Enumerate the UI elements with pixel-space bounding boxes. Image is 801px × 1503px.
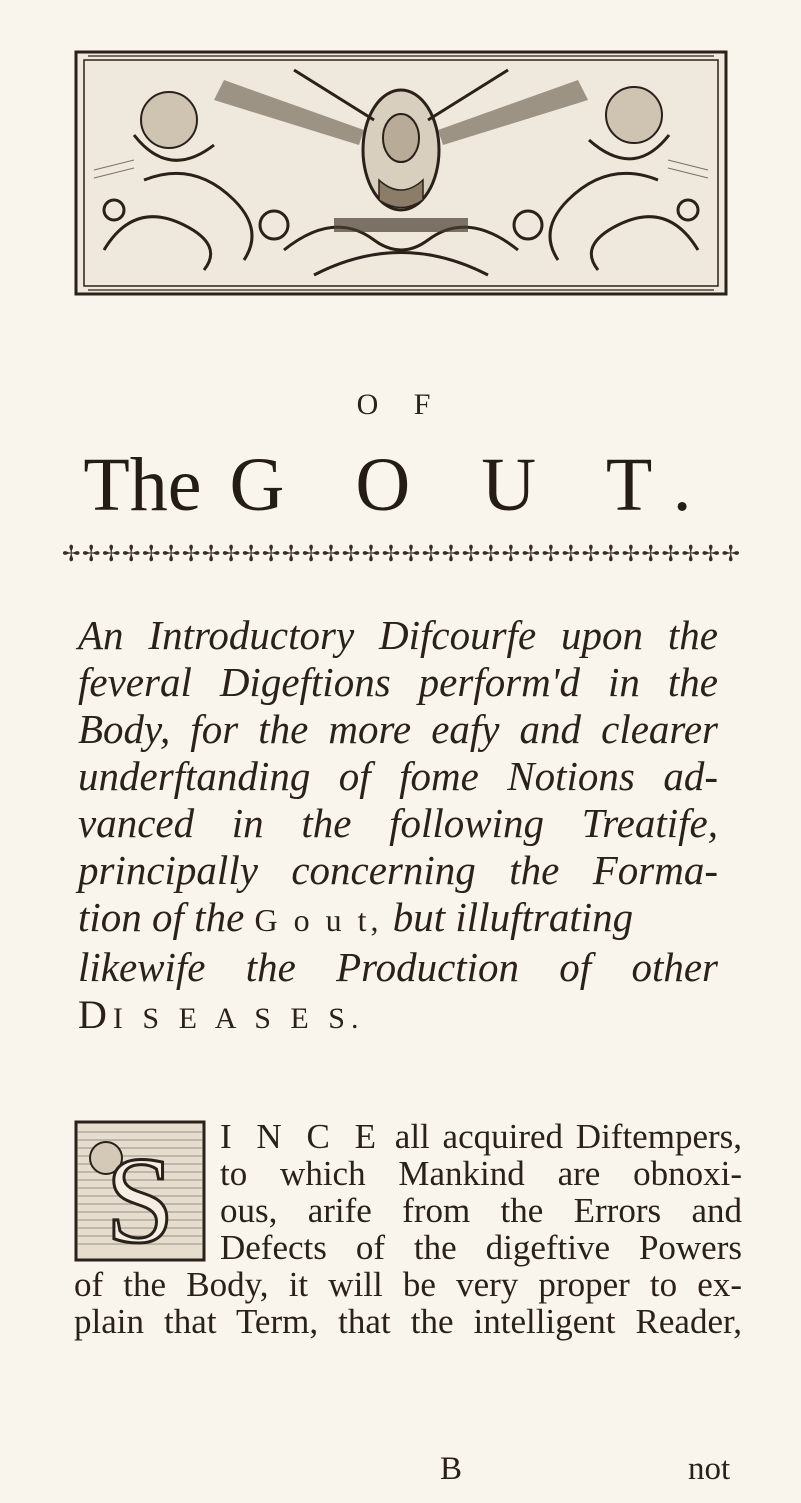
fleuron-icon: ✢	[541, 543, 561, 565]
intro-line	[78, 894, 718, 944]
fleuron-icon: ✢	[461, 543, 481, 565]
signature-mark: B	[440, 1451, 463, 1487]
fleuron-icon: ✢	[341, 543, 361, 565]
fleuron-icon: ✢	[521, 543, 541, 565]
fleuron-icon: ✢	[701, 543, 720, 565]
body-line1-rest: all acquired Diftempers,	[394, 1117, 743, 1156]
fleuron-icon: ✢	[501, 543, 521, 565]
fleuron-icon: ✢	[421, 543, 441, 565]
heading-of: O F	[356, 388, 445, 421]
fleuron-icon: ✢	[221, 543, 241, 565]
fleuron-icon: ✢	[621, 543, 640, 565]
fleuron-icon: ✢	[301, 543, 321, 565]
fleuron-icon: ✢	[601, 543, 621, 565]
fleuron-icon: ✢	[481, 543, 501, 565]
fleuron-icon: ✢	[141, 543, 161, 565]
ornament-rule	[62, 543, 740, 565]
intro-line: underftanding of fome Notions ad-	[78, 753, 718, 799]
fleuron-icon: ✢	[201, 543, 221, 565]
intro-heading	[78, 612, 718, 1042]
diseases-cap: D	[78, 992, 113, 1037]
fleuron-icon: ✢	[161, 543, 181, 565]
intro-line: Body, for the more eafy and clearer	[78, 706, 718, 752]
intro-line: likewife the Production of other	[78, 944, 718, 990]
fleuron-icon: ✢	[661, 543, 680, 565]
fleuron-icon: ✢	[281, 543, 301, 565]
intro-line: feveral Digeftions perform'd in the	[78, 659, 718, 705]
fleuron-icon: ✢	[381, 543, 401, 565]
title-the: The	[83, 443, 202, 527]
fleuron-icon: ✢	[441, 543, 461, 565]
page-title	[0, 440, 801, 530]
diseases-rest: I S E A S E S.	[112, 1002, 365, 1035]
body-line: plain that Term, that the intelligent Reader,	[74, 1302, 742, 1341]
headpiece-ornament	[74, 50, 728, 296]
body-sc-start: I N C E	[220, 1117, 382, 1156]
intro-line: principally concerning the Forma-	[78, 847, 718, 893]
intro-line: vanced in the following Treatife,	[78, 800, 718, 846]
fleuron-icon: ✢	[361, 543, 381, 565]
intro-gout: G o u t,	[254, 902, 383, 938]
fleuron-icon: ✢	[321, 543, 341, 565]
fleuron-icon: ✢	[101, 543, 121, 565]
drop-cap-letter: S	[105, 1132, 175, 1262]
fleuron-icon: ✢	[561, 543, 581, 565]
fleuron-icon: ✢	[581, 543, 601, 565]
title-gout: G O U T.	[229, 443, 718, 527]
fleuron-icon: ✢	[241, 543, 261, 565]
intro-line7-pre: tion of the	[78, 894, 245, 940]
catchword: not	[688, 1451, 731, 1487]
fleuron-icon: ✢	[401, 543, 421, 565]
fleuron-icon: ✢	[181, 543, 201, 565]
intro-diseases	[78, 991, 718, 1042]
fleuron-icon: ✢	[81, 543, 101, 565]
body-line: of the Body, it will be very proper to ex-	[74, 1265, 742, 1304]
fleuron-icon: ✢	[641, 543, 660, 565]
fleuron-icon: ✢	[721, 543, 740, 565]
intro-line7-post: but illuftrating	[392, 894, 634, 940]
fleuron-icon: ✢	[121, 543, 141, 565]
body-line: to which Mankind are obnoxi-	[220, 1154, 742, 1193]
fleuron-icon: ✢	[261, 543, 281, 565]
fleuron-icon: ✢	[681, 543, 700, 565]
body-line: ous, arife from the Errors and	[220, 1191, 742, 1230]
intro-line: An Introductory Difcourfe upon the	[78, 612, 718, 658]
fleuron-icon: ✢	[62, 543, 81, 565]
body-line	[220, 1118, 742, 1155]
body-paragraph	[74, 1118, 742, 1340]
body-line: Defects of the digeftive Powers	[220, 1228, 742, 1267]
